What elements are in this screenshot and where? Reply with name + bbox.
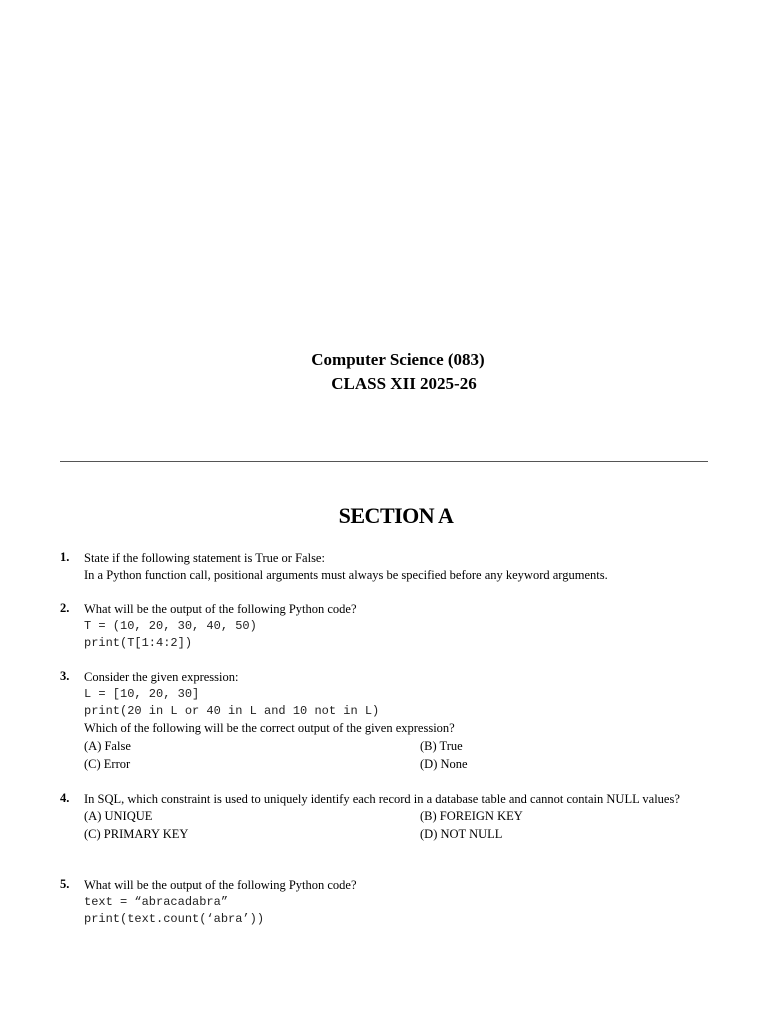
question-number: 5.	[60, 877, 70, 891]
option-a: (A) False	[84, 739, 131, 753]
document-title: Computer Science (083)	[311, 350, 485, 369]
option-a: (A) UNIQUE	[84, 809, 153, 823]
section-title: SECTION A	[338, 503, 454, 528]
code-line: print(text.count(‘abra’))	[84, 912, 265, 926]
option-c: (C) Error	[84, 757, 131, 771]
option-d: (D) None	[420, 757, 468, 771]
question-text: What will be the output of the following Python code?	[84, 602, 357, 616]
question-text: In SQL, which constraint is used to uniquely identify each record in a database table and cannot contain NULL values?	[84, 792, 680, 806]
question-text: What will be the output of the following Python code?	[84, 878, 357, 892]
document-subtitle: CLASS XII 2025-26	[331, 374, 477, 393]
question-number: 3.	[60, 669, 70, 683]
question-1	[60, 550, 710, 584]
option-b: (B) True	[420, 739, 463, 753]
question-text: State if the following statement is True or False:	[84, 551, 325, 565]
option-b: (B) FOREIGN KEY	[420, 809, 523, 823]
code-line: print(20 in L or 40 in L and 10 not in L)	[84, 704, 380, 718]
question-5	[60, 877, 710, 928]
option-c: (C) PRIMARY KEY	[84, 827, 189, 841]
horizontal-rule	[60, 461, 708, 462]
code-line: L = [10, 20, 30]	[84, 687, 200, 701]
question-number: 2.	[60, 601, 70, 615]
question-4	[60, 791, 710, 843]
option-d: (D) NOT NULL	[420, 827, 503, 841]
options	[84, 807, 710, 843]
question-number: 4.	[60, 791, 70, 805]
question-text: In a Python function call, positional arguments must always be specified before any keyword arguments.	[84, 568, 608, 582]
question-number: 1.	[60, 550, 70, 564]
question-2	[60, 601, 710, 652]
question-text: Consider the given expression:	[84, 670, 239, 684]
code-line: print(T[1:4:2])	[84, 636, 193, 650]
question-text: Which of the following will be the correct output of the given expression?	[84, 721, 455, 735]
code-line: T = (10, 20, 30, 40, 50)	[84, 619, 257, 633]
options	[84, 737, 710, 773]
code-line: text = “abracadabra”	[84, 895, 229, 909]
question-3	[60, 669, 710, 773]
